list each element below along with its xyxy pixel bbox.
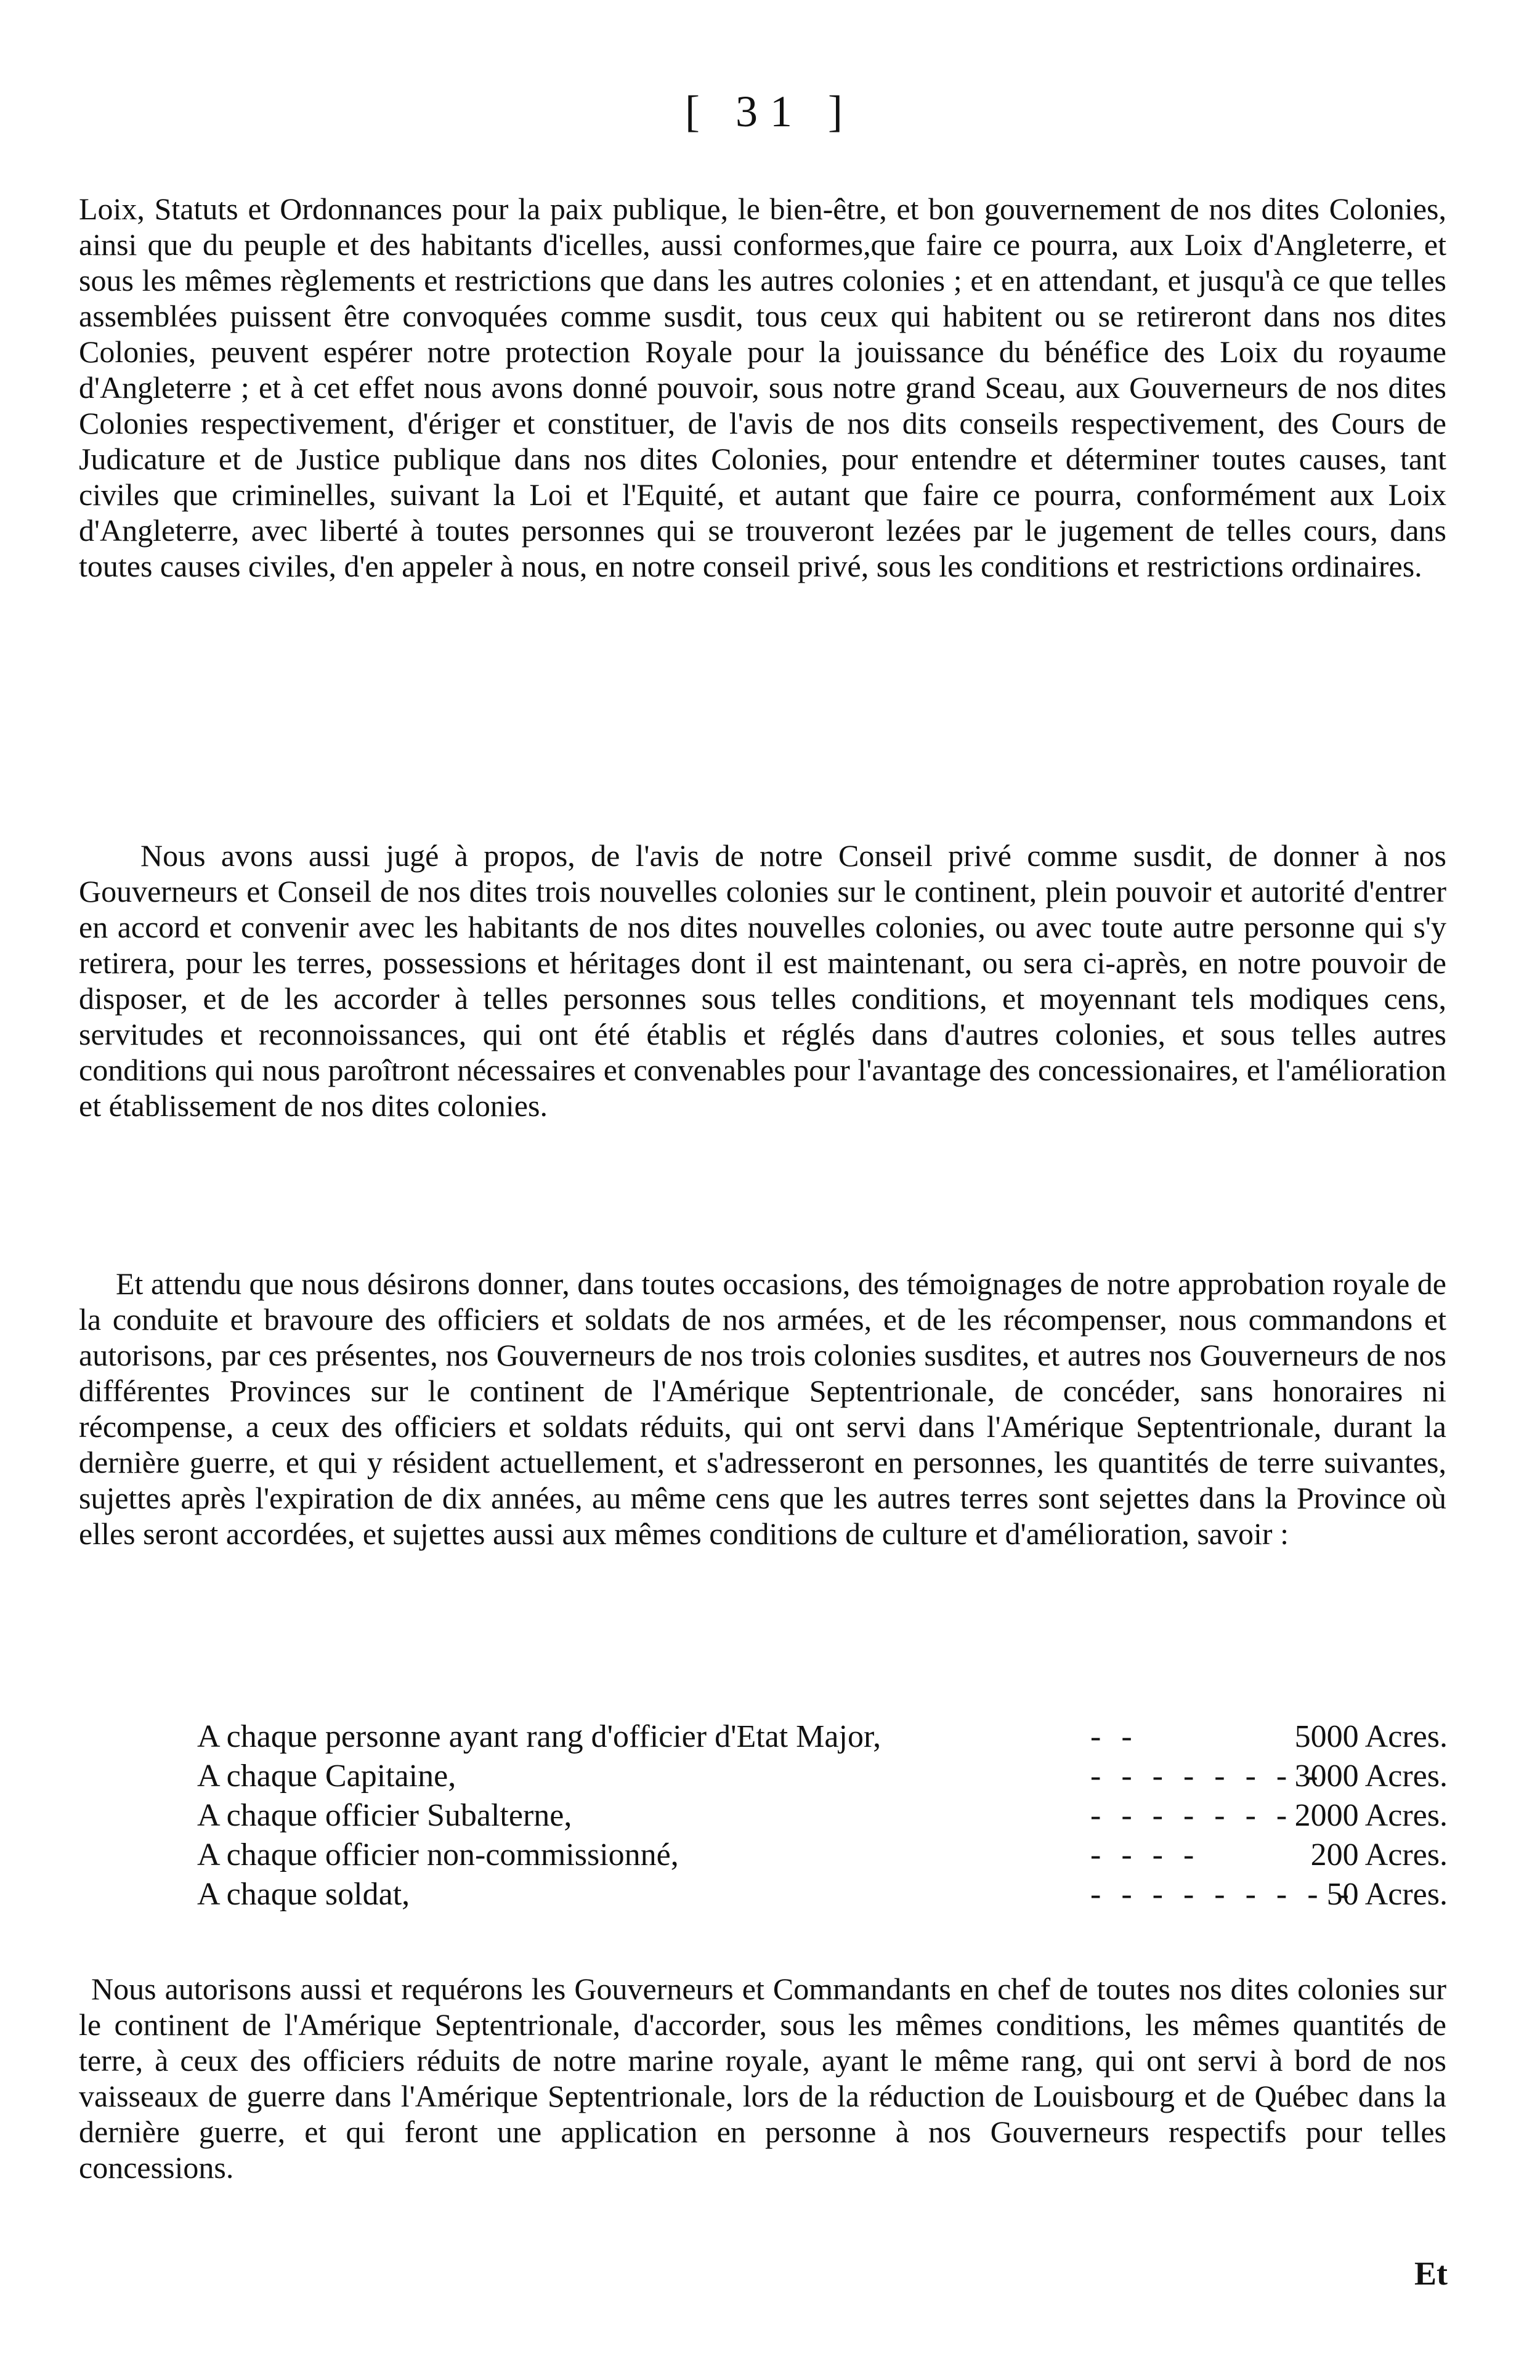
grant-quantity: 5000 Acres.	[1294, 1719, 1448, 1754]
grant-row	[197, 1797, 1454, 1837]
grant-leader-dashes: - - - -	[1090, 1837, 1201, 1872]
paragraph-laws-and-courts: Loix, Statuts et Ordonnances pour la paix publique, le bien-être, et bon gouvernement de nos dites Colonies, ainsi que du peuple et des habitants d'icelles, aussi conformes,que faire ce pourra, aux Loix d'Angleterre, et sous les mêmes règlements et restrictions que dans les autres colonies ; et en attendant, et jusqu'à ce que telles assemblées puissent être convoquées comme susdit, tous ceux qui habitent ou se retireront dans nos dites Colonies, peuvent espérer notre protection Royale pour la jouissance du bénéfice des Loix du royaume d'Angleterre ; et à cet effet nous avons donné pouvoir, sous notre grand Sceau, aux Gouverneurs de nos dites Colonies respectivement, d'ériger et constituer, de l'avis de nos dits conseils respectivement, des Cours de Judicature et de Justice publique dans nos dites Colonies, pour entendre et déterminer toutes causes, tant civiles que criminelles, suivant la Loi et l'Equité, et autant que faire ce pourra, conformément aux Loix d'Angleterre, avec liberté à toutes personnes qui se trouveront lezées par le jugement de telles cours, dans toutes causes civiles, d'en appeler à nous, en notre conseil privé, sous les conditions et restrictions ordinaires.	[79, 192, 1446, 583]
page-number: [ 31 ]	[685, 87, 855, 136]
grant-row	[197, 1718, 1454, 1758]
grant-rank: A chaque soldat,	[197, 1877, 410, 1912]
paragraph-land-grants-council: Nous avons aussi jugé à propos, de l'avis de notre Conseil privé comme susdit, de donner à nos Gouverneurs et Conseil de nos dites trois nouvelles colonies sur le continent, plein pouvoir et autorité d'entrer en accord et convenir avec les habitants de nos dites nouvelles colonies, ou avec toute autre personne qui s'y retirera, pour les terres, possessions et héritages dont il est maintenant, ou sera ci-après, en notre pouvoir de disposer, et de les accorder à telles personnes sous telles conditions, et moyennant tels modiques cens, servitudes et reconnoissances, qui ont été établis et réglés dans d'autres colonies, et sous telles autres conditions qui nous paroîtront nécessaires et convenables pour l'avantage des concessionaires, et l'amélioration et établissement de nos dites colonies.	[79, 838, 1446, 1123]
grant-leader-dashes: - - - - - - - -	[1090, 1759, 1324, 1794]
grant-rank: A chaque officier non-commissionné,	[197, 1837, 679, 1872]
grant-quantity: 2000 Acres.	[1294, 1798, 1448, 1833]
grant-quantity: 200 Acres.	[1310, 1837, 1448, 1872]
grant-row	[197, 1876, 1454, 1916]
grant-leader-dashes: - - - - - - - - -	[1090, 1877, 1355, 1912]
grant-leader-dashes: - -	[1090, 1719, 1138, 1754]
grant-quantity: 50 Acres.	[1326, 1877, 1448, 1912]
grant-rank: A chaque personne ayant rang d'officier d'Etat Major,	[197, 1719, 881, 1754]
land-grant-table	[197, 1718, 1454, 1916]
grant-quantity: 3000 Acres.	[1294, 1759, 1448, 1794]
grant-row	[197, 1758, 1454, 1797]
grant-rank: A chaque officier Subalterne,	[197, 1798, 572, 1833]
grant-row	[197, 1837, 1454, 1876]
grant-rank: A chaque Capitaine,	[197, 1759, 456, 1794]
paragraph-officers-soldiers: Et attendu que nous désirons donner, dans toutes occasions, des témoignages de notre approbation royale de la conduite et bravoure des officiers et soldats de nos armées, et de les récompenser, nous commandons et autorisons, par ces présentes, nos Gouverneurs de nos trois colonies susdites, et autres nos Gouverneurs de nos différentes Provinces sur le continent de l'Amérique Septentrionale, de concéder, sans honoraires ni récompense, a ceux des officiers et soldats réduits, qui ont servi dans l'Amérique Septentrionale, durant la dernière guerre, et qui y résident actuellement, et s'adresseront en personnes, les quantités de terre suivantes, sujettes après l'expiration de dix années, au même cens que les autres terres sont sejettes dans la Province où elles seront accordées, et sujettes aussi aux mêmes conditions de culture et d'amélioration, savoir :	[79, 1266, 1446, 1551]
grant-leader-dashes: - - - - - - -	[1090, 1798, 1294, 1833]
paragraph-naval-officers: Nous autorisons aussi et requérons les Gouverneurs et Commandants en chef de toutes nos dites colonies sur le continent de l'Amérique Septentrionale, d'accorder, sous les mêmes conditions, les mêmes quantités de terre, à ceux des officiers réduits de notre marine royale, ayant le même rang, qui ont servi à bord de nos vaisseaux de guerre dans l'Amérique Septentrionale, lors de la réduction de Louisbourg et de Québec dans la dernière guerre, et qui feront une application en personne à nos Gouverneurs respectifs pour telles concessions.	[79, 1972, 1446, 2185]
catchword: Et	[1414, 2255, 1448, 2292]
